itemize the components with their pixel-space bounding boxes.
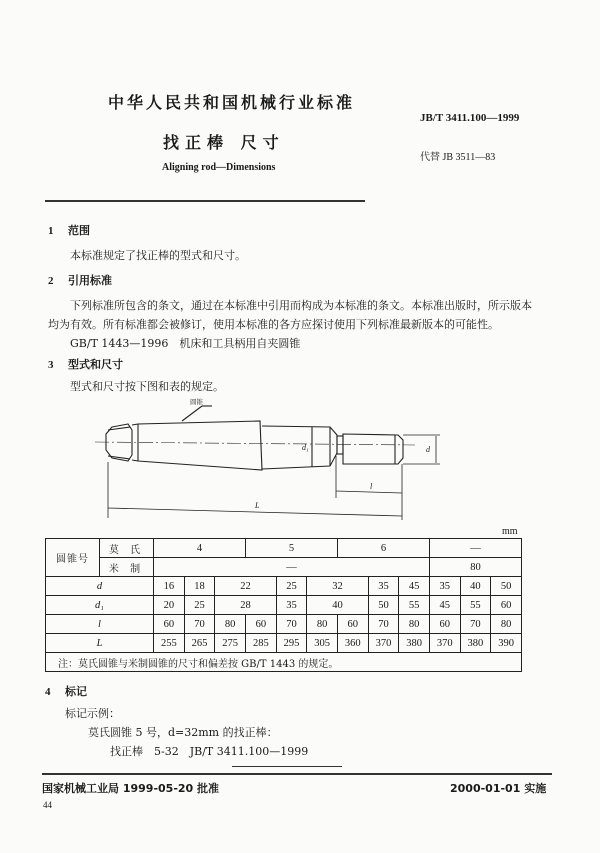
L-label: L	[255, 501, 260, 510]
end-rule	[232, 766, 342, 767]
section-2-text-1: 下列标准所包含的条文，通过在本标准中引用而构成为本标准的条文。本标准出版时，所示版本	[70, 299, 532, 312]
unit-label: mm	[502, 526, 518, 537]
d1-label: d₁	[302, 443, 309, 452]
marking-example-label: 标记示例：	[65, 707, 120, 720]
section-2-text-2: 均为有效。所有标准都会被修订，使用本标准的各方应探讨使用下列标准最新版本的可能性。	[48, 318, 499, 331]
effective-date: 2000-01-01 实施	[450, 782, 547, 795]
table-row-l: l 60 70 80 60 70 80 60 70 80 60 70 80	[46, 615, 522, 634]
section-2-heading: 2 引用标准	[48, 274, 112, 287]
table-row-d: d 16 18 22 25 32 35 45 35 40 50	[46, 577, 522, 596]
dimensions-table	[45, 538, 522, 672]
standard-number: JB/T 3411.100—1999	[420, 112, 520, 124]
section-3-text: 型式和尺寸按下图和表的规定。	[70, 380, 224, 393]
taper-label: 圆锥	[190, 398, 203, 406]
marking-example-code: 找正棒 5-32 JB/T 3411.100—1999	[110, 745, 309, 758]
section-3-heading: 3 型式和尺寸	[48, 358, 123, 371]
taper-number-header: 圆锥号	[46, 539, 100, 577]
section-1-text: 本标准规定了找正棒的型式和尺寸。	[70, 249, 246, 262]
referenced-standard: GB/T 1443—1996 机床和工具柄用自夹圆锥	[70, 337, 301, 350]
table-note: 注：莫氏圆锥与米制圆锥的尺寸和偏差按 GB/T 1443 的规定。	[46, 653, 522, 672]
table-note-row	[46, 653, 522, 672]
footer-rule	[42, 773, 552, 775]
replaces-note: 代替 JB 3511—83	[420, 152, 496, 163]
section-1-heading: 1 范围	[48, 224, 90, 237]
table-row-d1: d₁ 20 25 28 35 40 50 55 45 55 60	[46, 596, 522, 615]
header-rule	[45, 200, 365, 202]
marking-example-desc: 莫氏圆锥 5 号，d=32mm 的找正棒：	[88, 726, 278, 739]
page-number: 44	[43, 800, 52, 810]
table-row-morse: 圆锥号 莫 氏 4 5 6 —	[46, 539, 522, 558]
l-label: l	[370, 482, 373, 491]
table-row-L: L 255 265 275 285 295 305 360 370 380 370 380 390	[46, 634, 522, 653]
approval-info: 国家机械工业局 1999-05-20 批准	[42, 782, 220, 795]
document-title: 找正棒 尺寸	[163, 133, 285, 152]
morse-label: 莫 氏	[99, 539, 153, 558]
d-label: d	[426, 445, 430, 454]
metric-label: 米 制	[99, 558, 153, 577]
org-title: 中华人民共和国机械行业标准	[108, 93, 356, 112]
document-title-en: Aligning rod—Dimensions	[162, 162, 276, 173]
section-4-heading: 4 标记	[45, 685, 87, 698]
table-row-metric: 米 制 — 80	[46, 558, 522, 577]
aligning-rod-drawing	[90, 390, 450, 525]
